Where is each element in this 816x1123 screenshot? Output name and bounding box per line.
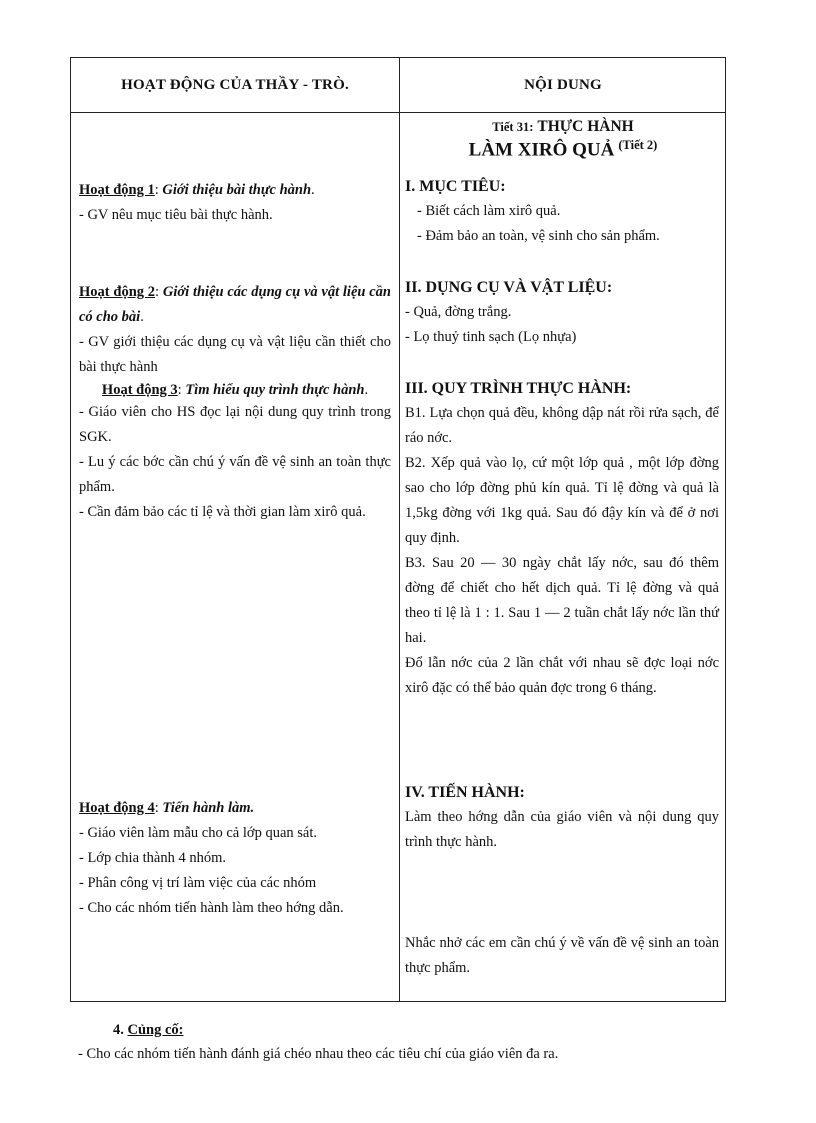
section-2-title: II. DỤNG CỤ VÀ VẬT LIỆU: <box>405 279 613 296</box>
section-materials <box>405 275 719 350</box>
procedure-step-3: B3. Sau 20 — 30 ngày chắt lấy nớc, sau đó thêm đờng để chiết cho hết dịch quả. Tỉ lệ đờng và quả theo tỉ lệ là 1 : 1. Sau 1 — 2 tuần chắt lấy nớc lần thứ hai. <box>405 555 719 646</box>
lesson-tiet-label: Tiết 31: <box>492 120 534 134</box>
consolidation-line: - Cho các nhóm tiến hành đánh giá chéo nhau theo các tiêu chí của giáo viên đa ra. <box>78 1046 559 1062</box>
activity-1-line: - GV nêu mục tiêu bài thực hành. <box>79 207 273 223</box>
activity-4-line-2: - Lớp chia thành 4 nhóm. <box>79 850 226 866</box>
activity-4-line-3: - Phân công vị trí làm việc của các nhóm <box>79 875 317 891</box>
activity-3-title: Tìm hiểu quy trình thực hành <box>185 382 365 398</box>
section-4-line-2: Nhắc nhở các em cần chú ý về vấn đề vệ sinh an toàn thực phẩm. <box>405 935 719 976</box>
consolidation-title: Củng cố: <box>127 1022 184 1038</box>
section-2-line-2: - Lọ thuỷ tinh sạch (Lọ nhựa) <box>405 329 577 345</box>
lesson-title <box>399 118 727 160</box>
activity-1-title: Giới thiệu bài thực hành <box>162 182 312 198</box>
lesson-title-main: THỰC HÀNH <box>537 118 634 135</box>
activity-3-line-2: - Lu ý các bớc cần chú ý vấn đề vệ sinh an toàn thực phẩm. <box>79 454 391 495</box>
header-teacher-student: HOẠT ĐỘNG CỦA THẦY - TRÒ. <box>121 77 349 93</box>
lesson-tiet-sub: (Tiết 2) <box>618 138 658 152</box>
activity-4-line-4: - Cho các nhóm tiến hành làm theo hớng dẫn. <box>79 900 344 916</box>
procedure-step-1: B1. Lựa chọn quả đều, không dập nát rồi rửa sạch, để ráo nớc. <box>405 405 719 446</box>
activity-4: Hoạt động 4: Tiến hành làm. - Giáo viên làm mẫu cho cả lớp quan sát. - Lớp chia thành 4 nhóm. - Phân công vị trí làm việc của các nhóm - Cho các nhóm tiến hành làm theo hớng dẫn. <box>79 796 391 921</box>
activity-2-title: Giới thiệu các dụng cụ và vật liệu cần có cho bài <box>79 284 391 325</box>
activity-3-line-3: - Cần đảm bảo các tỉ lệ và thời gian làm xirô quả. <box>79 504 366 520</box>
activity-4-title: Tiến hành làm. <box>162 800 255 816</box>
lesson-title-big: LÀM XIRÔ QUẢ <box>468 139 615 161</box>
activity-3-line-1: - Giáo viên cho HS đọc lại nội dung quy trình trong SGK. <box>79 404 391 445</box>
activity-2-line: - GV giới thiệu các dụng cụ và vật liệu cần thiết cho bài thực hành <box>79 334 391 375</box>
lesson-table <box>70 57 726 1002</box>
consolidation-number: 4. <box>113 1022 124 1038</box>
procedure-step-4: Đổ lẫn nớc của 2 lần chắt với nhau sẽ đợc loại nớc xirô đặc có thể bảo quản đợc trong 6 tháng. <box>405 655 719 696</box>
activity-1: Hoạt động 1: Giới thiệu bài thực hành. - GV nêu mục tiêu bài thực hành. <box>79 178 391 228</box>
section-execution <box>405 780 719 855</box>
activity-1-label: Hoạt động 1 <box>79 182 155 198</box>
header-divider <box>71 112 725 113</box>
activity-4-line-1: - Giáo viên làm mẫu cho cả lớp quan sát. <box>79 825 317 841</box>
section-3-title: III. QUY TRÌNH THỰC HÀNH: <box>405 380 632 397</box>
section-1-title: I. MỤC TIÊU: <box>405 178 506 195</box>
header-content: NỘI DUNG <box>524 77 602 93</box>
section-4-line-1: Làm theo hớng dẫn của giáo viên và nội dung quy trình thực hành. <box>405 809 719 850</box>
section-1-line-2: - Đảm bảo an toàn, vệ sinh cho sản phẩm. <box>417 228 660 244</box>
section-procedure <box>405 376 719 701</box>
section-objectives <box>405 174 719 249</box>
section-4-title: IV. TIẾN HÀNH: <box>405 784 525 801</box>
column-divider <box>399 58 400 1001</box>
section-2-line-1: - Quả, đờng trắng. <box>405 304 512 320</box>
section-1-line-1: - Biết cách làm xirô quả. <box>417 203 561 219</box>
section-reminder <box>405 931 719 981</box>
activity-3-label: Hoạt động 3 <box>101 382 178 398</box>
procedure-step-2: B2. Xếp quả vào lọ, cứ một lớp quả , một lớp đờng sao cho lớp đờng phủ kín quả. Tỉ lệ đờng và quả là 1,5kg đờng với 1kg quả. Sau đó đậy kín và để ở nơi quy định. <box>405 455 719 546</box>
activity-2: Hoạt động 2: Giới thiệu các dụng cụ và vật liệu cần có cho bài. - GV giới thiệu các dụng cụ và vật liệu cần thiết cho bài thực hành <box>79 280 391 380</box>
activity-2-label: Hoạt động 2 <box>79 284 156 300</box>
activity-3: Hoạt động 3: Tìm hiểu quy trình thực hành. - Giáo viên cho HS đọc lại nội dung quy trình trong SGK. - Lu ý các bớc cần chú ý vấn đề vệ sinh an toàn thực phẩm. - Cần đảm bảo các tỉ lệ và thời gian làm xirô quả. <box>79 380 391 525</box>
activity-4-label: Hoạt động 4 <box>79 800 155 816</box>
consolidation-heading <box>113 1019 184 1041</box>
